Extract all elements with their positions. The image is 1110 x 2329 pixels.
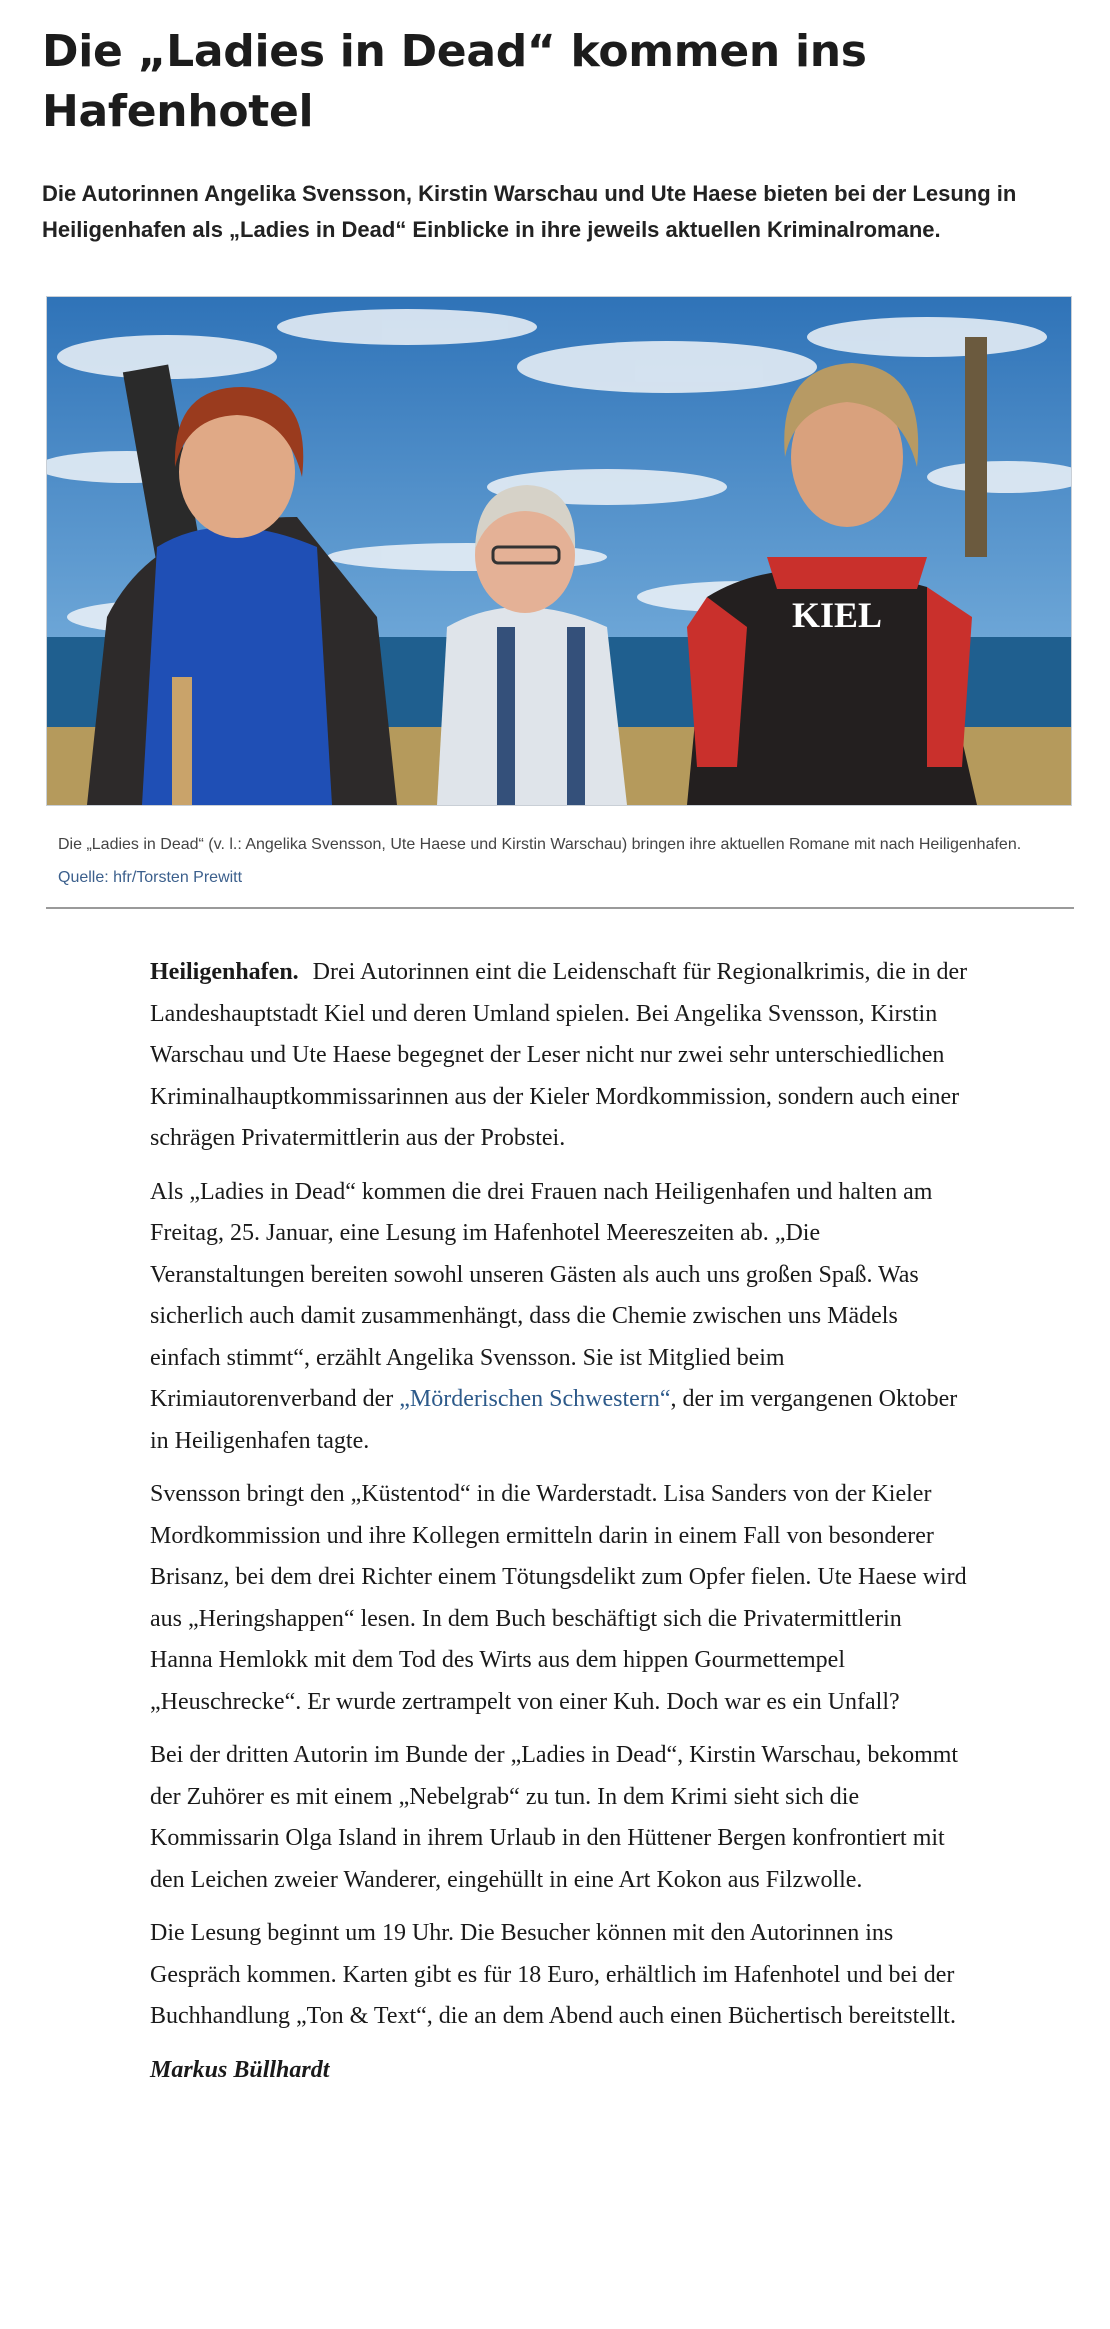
article-photo[interactable]: [46, 296, 1072, 806]
article-headline: Die „Ladies in Dead“ kommen ins Hafenhotel: [42, 26, 867, 137]
caption-text: Die „Ladies in Dead“ (v. l.: Angelika Svensson, Ute Haese und Kirstin Warschau) bringen ihre aktuellen Romane mit nach Heiligenhafen.: [58, 836, 1022, 853]
photo-caption: [58, 828, 1058, 894]
paragraph-3: Svensson bringt den „Küstentod“ in die Warderstadt. Lisa Sanders von der Kieler Mordkommission und ihre Kollegen ermitteln darin in einem Fall von besonderer Brisanz, bei dem drei Richter einem Tötungsdelikt zum Opfer fielen. Ute Haese wird aus „Heringshappen“ lesen. In dem Buch beschäftigt sich die Privatermittlerin Hanna Hemlokk mit dem Tod des Wirts aus dem hippen Gourmettempel „Heuschrecke“. Er wurde zertrampelt von einer Kuh. Doch war es ein Unfall?: [150, 1481, 967, 1715]
article-body: [150, 952, 970, 2103]
author-name: Markus Büllhardt: [150, 2056, 330, 2083]
paragraph-1-text: Drei Autorinnen eint die Leidenschaft für Regionalkrimis, die in der Landeshauptstadt Kiel und deren Umland spielen. Bei Angelika Svensson, Kirstin Warschau und Ute Haese begegnet der Leser nicht nur zwei sehr unterschiedlichen Kriminalhauptkommissarinnen aus der Kieler Mordkommission, sondern auch einer schrägen Privatermittlerin aus der Probstei.: [150, 959, 968, 1151]
article-teaser: Die Autorinnen Angelika Svensson, Kirstin Warschau und Ute Haese bieten bei der Lesung in Heiligenhafen als „Ladies in Dead“ Einblicke in ihre jeweils aktuellen Kriminalromane.: [42, 181, 1017, 242]
paragraph-4: Bei der dritten Autorin im Bunde der „Ladies in Dead“, Kirstin Warschau, bekommt der Zuhörer es mit einem „Nebelgrab“ zu tun. In dem Krimi sieht sich die Kommissarin Olga Island in ihrem Urlaub in den Hüttener Bergen konfrontiert mit den Leichen zweier Wanderer, eingehüllt in eine Art Kokon aus Filzwolle.: [150, 1742, 959, 1893]
paragraph-2-tail: , der im vergangenen Oktober in Heiligenhafen tagte.: [150, 1386, 958, 1454]
dateline: Heiligenhafen.: [150, 959, 299, 985]
paragraph-2-text: Als „Ladies in Dead“ kommen die drei Frauen nach Heiligenhafen und halten am Freitag, 25. Januar, eine Lesung im Hafenhotel Meereszeiten ab. „Die Veranstaltungen bereiten sowohl unseren Gästen als auch uns großen Spaß. Was sicherlich auch damit zusammenhängt, dass die Chemie zwischen uns Mädels einfach stimmt“, erzählt Angelika Svensson. Sie ist Mitglied beim Krimiautorenverband der: [150, 1178, 933, 1412]
paragraph-2: [150, 1172, 970, 1463]
caption-source: Quelle: hfr/Torsten Prewitt: [58, 869, 243, 886]
divider: [46, 907, 1074, 909]
shirt-text: KIEL: [791, 595, 883, 635]
paragraph-1: [150, 952, 970, 1160]
photo-illustration: [47, 297, 1071, 805]
paragraph-5: Die Lesung beginnt um 19 Uhr. Die Besucher können mit den Autorinnen ins Gespräch kommen. Karten gibt es für 18 Euro, erhältlich im Hafenhotel und bei der Buchhandlung „Ton & Text“, die an dem Abend auch einen Büchertisch bereitstellt.: [150, 1920, 956, 2029]
link-moerderische-schwestern[interactable]: „Mörderischen Schwestern“: [399, 1386, 671, 1412]
